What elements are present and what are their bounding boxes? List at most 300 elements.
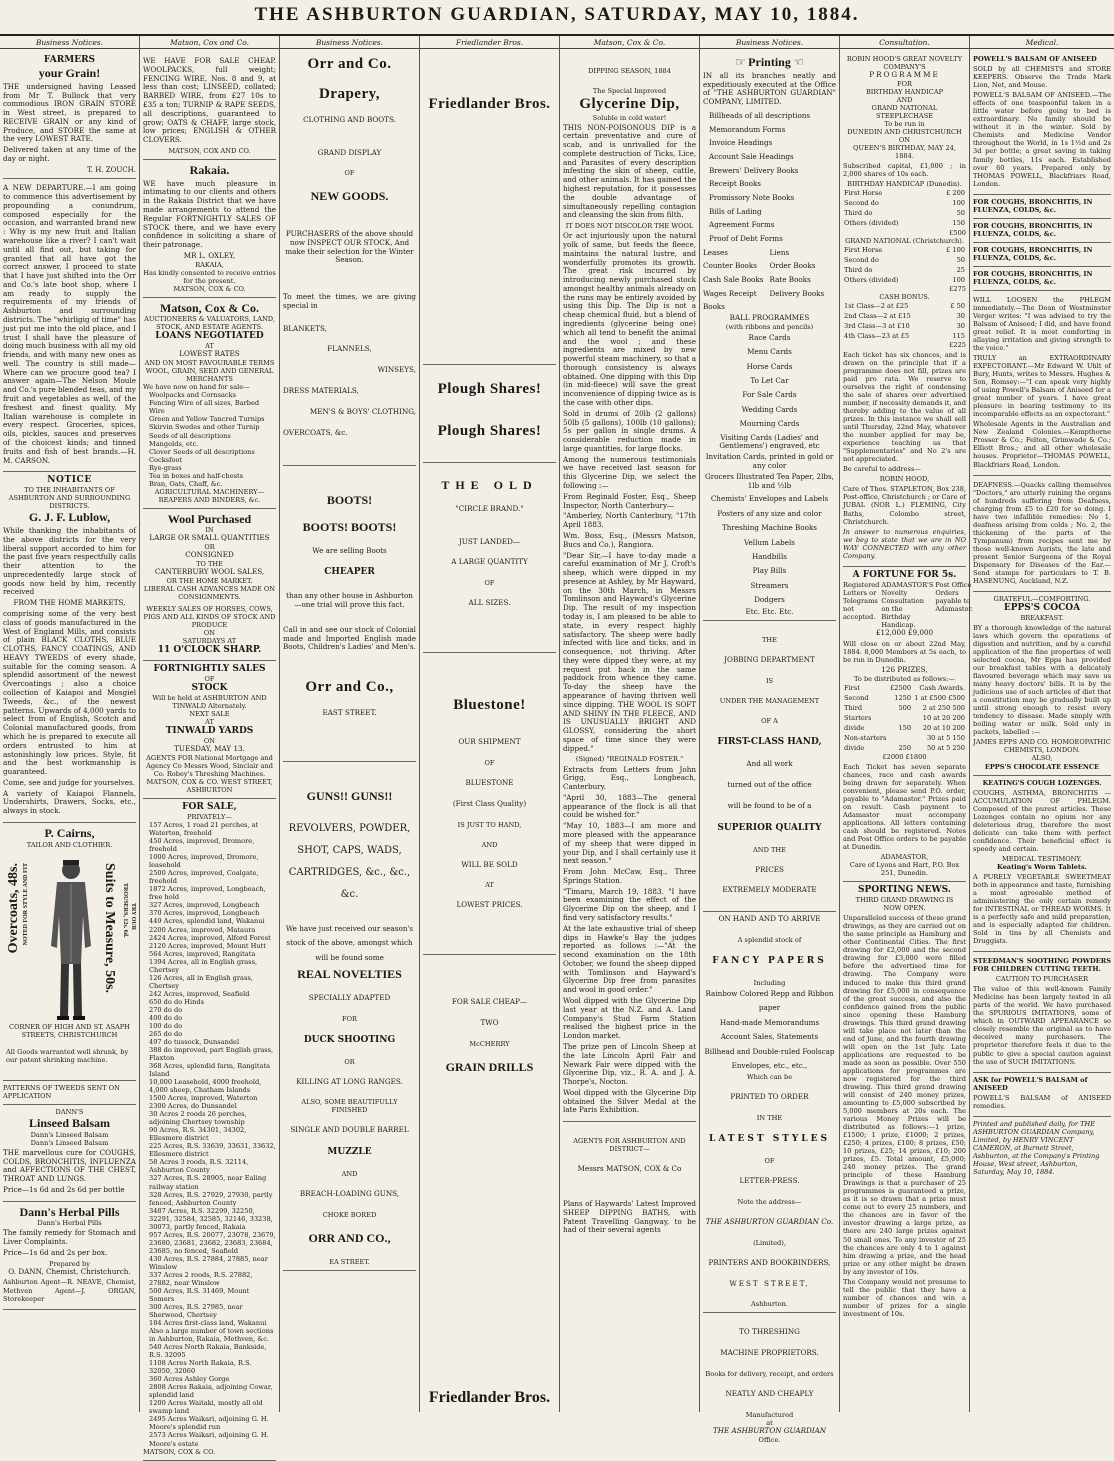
list-item: Race Cards xyxy=(748,332,791,342)
ad-title: BOOTS! xyxy=(326,493,373,508)
table-row xyxy=(843,713,966,723)
ad-body: Will close on or about 22nd May, 1884. 8,000 Members at 5s each, to be run in Dunedin. xyxy=(843,639,966,664)
column-business-notices-1 xyxy=(0,36,140,1412)
ad-line: MEN'S & BOYS' CLOTHING, xyxy=(309,406,416,416)
ad-line: ROBIN HOOD, xyxy=(879,475,930,484)
table-cell xyxy=(889,733,913,743)
printing-ad xyxy=(703,52,836,621)
list-item: Threshing Machine Books xyxy=(722,523,817,533)
ad-heading: NOTICE xyxy=(47,475,92,486)
table-cell: divide xyxy=(844,723,865,732)
ad-body: Plans of Haywards' Latest Improved SHEEP DIPPING BATHS, with Patent Travelling Gangway, to be had of their several agents xyxy=(563,1199,696,1235)
wool-ad xyxy=(143,509,276,661)
sale-item: 449 Acres, splendid land, Wakanui xyxy=(149,917,265,926)
ad-line: QUEEN'S BIRTHDAY, MAY 24, 1884. xyxy=(853,144,956,161)
ad-body: Delivered taken at any time of the day or night. xyxy=(3,145,136,163)
ad-line: Care of Lyons and Hart, P.O. Box 251, Dunedin. xyxy=(849,861,960,878)
ad-line: OF xyxy=(344,169,355,178)
ad-body: TRULY an EXTRAORDINARY EXPECTORANT.—Mr Edward W. Uhlt of Bury, Hunts, writes to Messrs. Hughes & Son, Romsey:—"I can speak very highly of using Powell's Balsam of Aniseed for a great number of years. I have great pleasure in bearing testimony to its incomparable effects as an expectorant." xyxy=(973,354,1111,419)
sale-item: 225 Acres, R.S. 33639, 33631, 33632, Ellesmere district xyxy=(149,1142,276,1159)
ad-title: THE OLD xyxy=(441,478,538,493)
sale-item: 184 Acres first-class land, Wakanui xyxy=(149,1319,267,1328)
ad-line: THE ASHBURTON GUARDIAN xyxy=(712,1425,827,1435)
ad-line: LATEST STYLES xyxy=(708,1134,830,1145)
ad-line: IT DOES NOT DISCOLOR THE WOOL xyxy=(565,222,694,231)
table-cell: 50 at 5 250 xyxy=(926,743,965,752)
ad-line: EXTREMELY MODERATE xyxy=(722,885,817,895)
ad-line: AT xyxy=(205,342,214,351)
ad-title: Glycerine Dip, xyxy=(579,96,680,113)
table-cell: £2500 xyxy=(890,683,912,692)
ad-body: REVOLVERS, POWDER, SHOT, CAPS, WADS, CARTRIDGES, &c., &c., &c. xyxy=(288,822,411,900)
ad-body: COUGHS, ASTHMA, BRONCHITIS — ACCUMULATION OF PHLEGM. Composed of the purest articles. These Lozenges contain no opium nor any deleterious drug, therefore the most delicate can take them with perfect confidence. Their beneficial effect is speedy and certain. xyxy=(973,788,1111,853)
ad-heading: DANN'S xyxy=(55,1108,84,1117)
ad-line: BIRTHDAY HANDICAP xyxy=(865,88,944,97)
list-item: Chemists' Envelopes and Labels xyxy=(710,494,829,504)
sale-item: 430 Acres, R.S. 27884, 27885, near Winslow xyxy=(149,1254,268,1271)
ad-body: PURCHASERS of the above should now INSPECT OUR STOCK, And make their selection for the Winter Season. xyxy=(285,228,414,265)
list-item: To Let Car xyxy=(750,376,789,385)
orr-drapery-ad xyxy=(283,52,416,466)
ad-line: PRIVATELY— xyxy=(187,813,232,822)
list-item: Tea in boxes and half-chests xyxy=(149,471,244,480)
ad-subheading: AUCTIONEERS & VALUATORS, LAND, STOCK, AND ESTATE AGENTS. xyxy=(144,315,275,332)
ad-line: GRAIN DRILLS xyxy=(445,1059,534,1074)
sale-item: 337 Acres 2 roods, R.S. 27882, 27882, near Winslow xyxy=(149,1270,253,1287)
ad-line: Dann's Linseed Balsam xyxy=(30,1130,109,1139)
table-cell: Others (divided) xyxy=(844,275,899,284)
powell-ad xyxy=(973,52,1111,195)
ad-line: ALL SIZES. xyxy=(468,598,511,608)
sale-item: 450 Acres, improved, Dromore, freehold xyxy=(149,837,255,854)
sale-item: 2300 Acres, do Dunsandel xyxy=(149,1102,237,1111)
ad-line: IN THE xyxy=(756,1114,783,1123)
ad-line: FANCY PAPERS xyxy=(712,955,827,966)
table-cell: Non-starters xyxy=(844,733,887,742)
patterns-ad: PATTERNS OF TWEEDS SENT ON APPLICATION xyxy=(3,1081,136,1105)
ad-body: "Timaru, March 19, 1883. "I have been examining the effect of the Glycerine Dip on the sheep, and I find very satisfactory results." xyxy=(563,886,696,922)
ad-title: POWELL'S BALSAM OF ANISEED xyxy=(973,55,1097,64)
ad-body: WE HAVE FOR SALE CHEAP. WOOLPACKS, full weight; FENCING WIRE, Nos. 8 and 9, at less than cost; LINSEED, collated; BARBED WIRE, from £27 10s to £35 a ton; TURNIP & RAPE SEEDS, all descriptions, guaranteed to grow; OATS & CHAFF, large stock, low prices; ENGLISH & OTHER CLOVERS. xyxy=(143,56,276,145)
table-cell: 2nd Class—2 at £15 xyxy=(844,311,911,320)
coughs-ad: FOR COUGHS, BRONCHITIS, IN FLUENZA, COLDS, &c. xyxy=(973,243,1111,267)
ad-body: In answer to numerous enquiries, we beg to state that we are in NO WAY CONNECTED with any other Company. xyxy=(843,527,966,560)
ad-line: SUPERIOR QUALITY xyxy=(717,822,822,833)
ad-line: LOANS NEGOTIATED xyxy=(155,331,264,342)
table-cell: 250 xyxy=(898,743,912,752)
sale-item: 388 do improved, part English grass, Flaxton xyxy=(149,1045,274,1063)
pointing-hand-icon: ☞ xyxy=(735,55,746,70)
ad-vertical-text: Overcoats, 48s. xyxy=(6,862,21,954)
printing-pairs xyxy=(703,246,836,314)
sale-item: 100 do do xyxy=(149,1021,183,1030)
table-cell: 50 xyxy=(956,209,965,218)
sale-item: 270 do do xyxy=(149,1005,183,1014)
table-row xyxy=(843,723,966,733)
circle-brand-ad xyxy=(423,463,556,653)
sale-item: 368 Acres, splendid farm, Rangitata Island xyxy=(149,1062,271,1079)
table-row xyxy=(843,331,966,341)
ad-line: Keating's Worm Tablets. xyxy=(997,862,1087,871)
sale-item: 2120 Acres, improved, Mount Hutt xyxy=(149,941,266,950)
table-cell: Third xyxy=(844,703,863,712)
ad-body: "Dear Sir,—I have to-day made a careful examination of Mr J. Croft's sheep, which were dipped in my presence at Ashley, by Mr Hayward, on the 30th March, in Messrs Tomlinson and Hayward's Glycerine Dip. The result of my inspection today is, I am pleased to be able to state, in every respect highly satisfactory. The sheep were badly infected with lice and ticks, and in consequence, not thriving. After they were dipped they were, at my request put back in the same paddock from whence they came. To-day the sheep have the appearance of having thriven well since dipping. THE WOOL IS SOFT AND SHINY IN THE FLEECE, AND IS UNUSUALLY BRIGHT AND GLOSSY, considering the short space of time since they were dipped." xyxy=(563,550,696,753)
ad-signature: MATSON, COX AND CO. xyxy=(168,146,251,155)
ad-line: THIRD GRAND DRAWING IS xyxy=(855,896,954,905)
table-row xyxy=(843,743,966,753)
ad-line: Which can be xyxy=(746,1073,793,1082)
pointing-hand-icon: ☜ xyxy=(793,55,804,70)
sale-item: 300 Acres, R.S. 27985, near Sherwood, Chertsey xyxy=(149,1302,243,1320)
list-item: Brewers' Delivery Books xyxy=(709,165,799,175)
sale-item: 1200 Acres Waitaki, mostly all old swamp land xyxy=(149,1399,263,1416)
list-item: Billhead and Double-ruled Foolscap xyxy=(704,1046,835,1056)
ad-signature: MATSON, COX & CO. xyxy=(143,1447,216,1456)
list-item: Order Books xyxy=(769,261,816,271)
agents-ad xyxy=(563,1122,696,1241)
ad-body: POWELL'S BALSAM OF ANISEED.—The effects of one teaspoonful taken in a little water before going to bed is extraordinary. No family should be without it in the winter. Sold by Chemists and Medicine Vendor throughout the World, in 1s 1½d and 2s 3d per bottle; a great saving in taking family bottles, 11s each. Established over 60 years. Prepared only by THOMAS POWELL, Blackfriars Road, London. xyxy=(973,91,1111,188)
ad-line: ON xyxy=(203,737,216,746)
ad-line: MUZZLE xyxy=(327,1147,372,1158)
ad-line: LARGE OR SMALL QUANTITIES xyxy=(149,533,270,543)
sale-item: 540 Acres North Rakaia, Bankside, R.S. 32095 xyxy=(149,1343,267,1360)
list-item: Dodgers xyxy=(754,595,785,605)
ad-line: Note the address— xyxy=(737,1198,802,1206)
ad-body: Care of Thos. STAPLETON, Box 238, Post-office, Christchurch ; or Care of JUBAL (NOR L.) FLEMING, City Baths, Colombo street, Christchurch. xyxy=(843,485,966,526)
ad-body: "Amberley, North Canterbury, "17th April 1883. xyxy=(563,511,696,530)
ad-line: Soluble in cold water! xyxy=(592,113,667,122)
ad-line: DIPPING SEASON, 1884 xyxy=(588,67,671,76)
ad-line: JUST LANDED— xyxy=(458,536,521,546)
column-header: Friedlander Bros. xyxy=(420,36,559,49)
list-item: Menu Cards xyxy=(747,347,792,357)
ad-line: TWO xyxy=(480,1018,499,1028)
ad-title: GUNS!! GUNS!! xyxy=(306,789,393,804)
table-row xyxy=(843,198,966,208)
ad-line: "CIRCLE BRAND." xyxy=(455,503,524,513)
list-item: Invoice Headings xyxy=(709,138,773,148)
ad-line: JOBBING DEPARTMENT xyxy=(724,655,815,665)
sale-item: 242 Acres, improved, Seafield xyxy=(149,989,250,998)
list-item: Skirvin Swedes and other Turnip Seeds of all descriptions xyxy=(149,423,260,440)
printing-list xyxy=(703,109,836,246)
sale-item: 370 Acres, improved, Longbeach xyxy=(149,909,260,918)
ad-line: OUR SHIPMENT xyxy=(458,737,521,747)
table-cell: 10 at 20 200 xyxy=(922,713,965,722)
ad-line: EPPS'S CHOCOLATE ESSENCE xyxy=(984,762,1100,771)
sale-item: 30 Acres 2 roods 26 perches, adjoining Chertsey township xyxy=(149,1110,247,1127)
ad-body: To meet the times, we are giving special in xyxy=(283,292,416,310)
ad-line: GRAND DISPLAY xyxy=(317,147,382,157)
table-row xyxy=(843,321,966,331)
ad-subheading: TO THE INHABITANTS OF ASHBURTON AND SURROUNDING DISTRICTS. xyxy=(8,486,131,511)
ad-line: Will be held at ASHBURTON AND TINWALD Alternately. xyxy=(152,694,267,711)
ad-line: Dann's Herbal Pills xyxy=(37,1219,102,1228)
sale-item: 360 Acres Ashley Gorge xyxy=(149,1375,230,1384)
table-row xyxy=(843,265,966,275)
threshing-ad xyxy=(703,1313,836,1447)
ad-line: SATURDAYS AT xyxy=(182,637,237,646)
list-item: Wages Receipt Books xyxy=(703,288,757,312)
ask-powell-ad xyxy=(973,1073,1111,1117)
ad-body: The prize pen of Lincoln Sheep at the late Lincoln April Fair and Newark Fair were dipped with the Glycerine Dip, viz., R. A. and J. A. Thorpe's, Nocton. xyxy=(563,1041,696,1087)
sale-item: 500 Acres, R.S. 31469, Mount Somers xyxy=(149,1286,250,1303)
ad-cell: ADAMASTOR'S Novelty Consultation on the Birthday Handicap. xyxy=(881,580,934,629)
ad-title: Wool Purchased xyxy=(167,511,252,526)
sale-item: 3487 Acres, R.S. 32299, 32250, 32291, 32584, 32585, 32146, 33238, 30073, partly fenced, Rakaia xyxy=(149,1206,273,1231)
ad-line: AT xyxy=(205,718,214,727)
ad-body: Among the numerous testimonials we have received last season for this Glycerine Dip, we select the following :— xyxy=(563,454,696,491)
table-cell: First Horse xyxy=(844,245,883,254)
table-cell: 30 xyxy=(956,311,965,320)
ad-line: IN xyxy=(205,526,214,535)
ad-line: at xyxy=(766,1418,773,1427)
list-item: Counter Books xyxy=(703,261,757,271)
ad-body: At the late exhaustive trial of sheep dips in Hawke's Bay the judges reported as follows :—"At the second examination on the 18th October, we found the sheep dipped with Tomlinson and Hayward's Glycerine Dip free from parasites and wool in good order." xyxy=(563,923,696,995)
ad-title: ASK for POWELL'S BALSAM of ANISEED xyxy=(973,1075,1088,1092)
ad-line: OR THE HOME MARKET. xyxy=(166,576,253,585)
coughs-list xyxy=(973,195,1111,291)
ad-line: OF A xyxy=(761,717,778,726)
ad-line: WOOL, GRAIN, SEED AND GENERAL MERCHANTS xyxy=(145,367,274,384)
carson-ad xyxy=(3,179,136,472)
ad-title: Plough Shares! xyxy=(437,381,542,398)
table-row xyxy=(843,255,966,265)
zouch-ad xyxy=(3,52,136,179)
ad-vertical-text: NOTED FOR STYLE AND FIT xyxy=(23,862,29,946)
ad-body: Be careful to address— xyxy=(843,465,921,474)
ad-line: ORR AND CO., xyxy=(308,1231,391,1246)
ad-line: EAST STREET. xyxy=(322,707,377,717)
ad-title: EPPS'S COCOA xyxy=(1003,602,1081,613)
table-cell: £ 100 xyxy=(946,245,965,254)
ad-line: LETTER-PRESS. xyxy=(739,1176,800,1186)
ad-body: than any other house in Ashburton—one trial will prove this fact. xyxy=(286,591,413,610)
table-cell: First Horse xyxy=(844,189,883,198)
ad-grid xyxy=(843,580,973,629)
deafness-ad xyxy=(973,476,1111,592)
sporting-news-ad xyxy=(843,882,966,1324)
table-cell: Second do xyxy=(844,255,879,264)
table-row xyxy=(843,301,966,311)
cairns-ad xyxy=(3,823,136,1081)
ad-line: BLANKETS, xyxy=(283,323,327,333)
ad-line: ON xyxy=(203,629,216,638)
sale-item: 126 Acres, all in English grass, Chertsey xyxy=(149,973,253,990)
ad-line: AND xyxy=(896,96,913,105)
ad-line: (First Class Quality) xyxy=(452,798,527,808)
table-cell: First xyxy=(844,683,860,692)
ad-line: MEDICAL TESTIMONY. xyxy=(1002,854,1082,863)
ad-line: McCHERRY xyxy=(469,1039,510,1048)
ad-body: "April 30, 1883—The general appearance of the flock is all that could be wished for." xyxy=(563,792,696,820)
ad-body: Ashburton Agent—R. NEAVE, Chemist, Methven Agent—J. ORGAN, Storekeeper xyxy=(3,1278,136,1303)
table-row xyxy=(843,218,966,228)
coughs-ad: FOR COUGHS, BRONCHITIS, IN FLUENZA, COLDS, &c. xyxy=(973,267,1111,291)
ad-body: THE marvellous cure for COUGHS, COLDS, BRONCHITIS, INFLUENZA and AFFECTIONS OF THE CHEST, THROAT AND LUNGS. xyxy=(3,1147,136,1184)
table-cell: £ 50 xyxy=(950,301,965,310)
sale-item: 564 Acres, improved, Rangitata xyxy=(149,949,256,958)
ad-line: CANTERBURY WOOL SALES, xyxy=(154,567,265,577)
list-item: Play Bills xyxy=(752,566,787,576)
table-cell: £ 200 xyxy=(946,189,965,198)
list-item: Rate Books xyxy=(769,274,811,284)
list-item: Envelopes, etc., etc., xyxy=(731,1060,808,1070)
ad-line: NEW GOODS. xyxy=(310,189,389,204)
land-sale-list xyxy=(143,821,276,1447)
for-sale-ad xyxy=(143,799,276,1460)
list-item: Horse Cards xyxy=(746,361,793,371)
list-item: Woolpacks and Cornsacks xyxy=(149,391,236,400)
sale-item: 327 Acres, R.S. 28905, near Ealing railway station xyxy=(149,1174,267,1191)
ad-title: Friedlander Bros. xyxy=(428,96,551,113)
column-matson-cox xyxy=(140,36,280,1456)
column-header: Business Notices. xyxy=(0,36,139,49)
column-header: Medical. xyxy=(970,36,1114,49)
table-cell: Second do xyxy=(844,199,879,208)
ad-title: Printing xyxy=(748,55,791,70)
ad-line: FOR xyxy=(342,1014,357,1023)
printing-list xyxy=(703,492,836,607)
ad-body: SOLD by all CHEMISTS and STORE KEEPERS. Observe the Trade Mark Lion, Net, and Mouse. xyxy=(973,65,1111,90)
ad-title: KEATING'S COUGH LOZENGES. xyxy=(982,778,1102,787)
sale-item: 265 do do xyxy=(149,1029,183,1038)
ad-title: Rakaia. xyxy=(189,162,230,177)
list-item: Bran, Oats, Chaff, &c. xyxy=(149,479,223,488)
ad-line: A LARGE QUANTITY xyxy=(451,557,528,567)
table-title: BIRTHDAY HANDICAP (Dunedin). xyxy=(847,180,962,189)
sale-item: 957 Acres, R.S. 20077, 23078, 23679, 23680, 23681, 23682, 23683, 23684, 23685, no fenced, Seafield xyxy=(149,1230,276,1255)
sale-item: 497 do tussock, Dunsandel xyxy=(149,1037,240,1046)
ad-line: Manufactured xyxy=(745,1410,794,1419)
ad-body: THE undersigned having Leased from Mr T. Bullock that very commodious IRON GRAIN STORE in West street, is prepared to RECEIVE GRAIN or any kind of Produce, and STORE the same at the very LOWEST RATE. xyxy=(3,81,136,144)
ad-vertical-text: Suits to Measure, 50s. xyxy=(102,862,117,994)
ad-line: CAUTION TO PURCHASER xyxy=(995,975,1089,984)
imprint: Printed and published daily, for THE ASHBURTON GUARDIAN Company, Limited, by HENRY VINCENT CAMERON, at Burnett Street, Ashburton, at the Company's Printing House, West street, Ashburton, Saturday, May 10, 1884. xyxy=(973,1119,1100,1176)
ad-line: GRAND NATIONAL STEEPLECHASE xyxy=(871,104,938,121)
ad-line: (with ribbons and pencils) xyxy=(725,322,814,331)
ad-body: STEEDMAN'S SOOTHING POWDERS FOR CHILDREN CUTTING TEETH. xyxy=(973,957,1111,974)
stock-list xyxy=(143,391,276,487)
ad-body: We have just received our season's stock of the above, amongst which will be found some xyxy=(285,923,414,962)
ad-line: AND ON MOST FAVOURABLE TERMS xyxy=(144,359,275,368)
ad-line: OF xyxy=(764,1157,775,1166)
ad-line: WILL BE SOLD xyxy=(461,859,518,869)
table-cell xyxy=(889,713,913,723)
column-consultation xyxy=(840,36,973,1412)
list-item: Handbills xyxy=(752,551,787,561)
ad-line: RAKAIA, xyxy=(195,260,224,269)
table-cell: 30 at 5 150 xyxy=(926,733,965,742)
ad-line: NOW OPEN. xyxy=(883,904,926,913)
ad-line: Including xyxy=(753,978,786,987)
ad-body: Extracts from Letters from John Grigg, Esq., Longbeach, Canterbury. xyxy=(563,764,696,792)
ad-line: To be distributed as follows:— xyxy=(854,674,955,683)
ad-line: REAL NOVELTIES xyxy=(297,967,402,982)
boots-ad xyxy=(283,466,416,762)
column-friedlander xyxy=(420,36,560,1412)
sale-item: 1394 Acres, all in English grass, Chertsey xyxy=(149,957,258,974)
ad-cell: Registered Letters or Telegrams not accepted. xyxy=(843,580,880,621)
coughs-ad: FOR COUGHS, BRONCHITIS, IN FLUENZA, COLDS, &c. xyxy=(973,195,1111,219)
ad-line: To be run in xyxy=(884,120,925,129)
table-cell: Starters xyxy=(844,713,872,722)
ad-body: Invitation Cards, printed in gold or any color xyxy=(705,452,834,470)
ad-body: Wool dipped with the Glycerine Dip last year at the N.Z. and A. Land Company's Stud Farm Station realised the highest price in the London market. xyxy=(563,996,696,1041)
ad-body: A PURELY VEGETABLE SWEETMEAT both in appearance and taste, furnishing a most agreeable method of administering the only certain remedy for INTESTINAL or THREAD WORMS. It is a perfectly safe and mild preparation, and is especially adapted for children. Sold in tins by all Chemists and Druggists. xyxy=(973,872,1111,946)
dann-balsam-ad xyxy=(3,1105,136,1202)
rakaia-ad xyxy=(143,160,276,298)
ad-line: PRINTED TO ORDER xyxy=(730,1092,809,1102)
ad-body: Wm. Boss, Esq., (Messrs Matson, Bucs and Co.), Rangiora. xyxy=(563,530,696,549)
ad-line: BREACH-LOADING GUNS, xyxy=(299,1189,400,1199)
ad-title: Matson, Cox & Co. xyxy=(160,300,259,315)
ad-title-row xyxy=(703,55,836,70)
ad-title: Dann's Herbal Pills xyxy=(19,1204,120,1219)
list-item: Liens xyxy=(769,247,790,257)
ad-line: FLANNELS, xyxy=(327,344,372,354)
ad-line: STOCK xyxy=(191,683,228,694)
table-cell: 500 xyxy=(898,703,912,712)
ad-line: A splendid stock of xyxy=(737,935,802,944)
ad-line: ON HAND AND TO ARRIVE xyxy=(718,914,821,924)
prize-table xyxy=(843,245,966,285)
list-item: Account Sales, Statements xyxy=(720,1032,819,1042)
table-cell: 115 xyxy=(952,331,965,340)
ad-body: "May 10, 1883—I am more and more pleased with the appearance of my sheep that were dipped in your Dip, and I shall certainly use it next season." xyxy=(563,821,696,866)
ad-line: AND xyxy=(481,840,498,849)
ad-title: SPORTING NEWS. xyxy=(858,885,951,896)
ad-line: We are selling Boots xyxy=(312,545,387,555)
ad-body: POWELL'S BALSAM of ANISEED remedies. xyxy=(973,1093,1111,1110)
table-cell: 30 xyxy=(956,321,965,330)
ad-line: FROM THE HOME MARKETS, xyxy=(13,598,126,608)
ad-title: FOR SALE, xyxy=(182,802,237,813)
ad-line: EA STREET. xyxy=(329,1257,370,1266)
ad-line: DRESS MATERIALS, xyxy=(283,385,359,395)
table-cell: 150 xyxy=(898,723,912,732)
ad-line: PRICES xyxy=(755,864,784,874)
ad-title: P. Cairns, xyxy=(44,825,95,840)
ad-body: Come, see and judge for yourselves. xyxy=(3,777,136,787)
sale-item: 2808 Acres Rakaia, adjoining Cowar, splendid land xyxy=(149,1383,273,1400)
ad-body: IN all its branches neatly and expeditiously executed at the Office of "THE ASHBURTON GUARDIAN" COMPANY, LIMITED. xyxy=(703,70,836,107)
ad-line: AGRICULTURAL MACHINERY—REAPERS AND BINDERS, &c. xyxy=(154,487,265,504)
list-item: Vellum Labels xyxy=(743,537,795,547)
ad-title: A FORTUNE FOR 5s. xyxy=(852,569,957,580)
ad-line: FOR xyxy=(897,79,912,88)
table-row xyxy=(843,703,966,713)
list-item: Promissory Note Books xyxy=(709,192,795,202)
table-cell: divide xyxy=(844,743,865,752)
ad-body: A variety of Kaiapoi Flannels, Undershirts, Drawers, Socks, etc., always in stock. xyxy=(3,788,136,816)
ad-line: Books for delivery, receipt, and orders xyxy=(705,1370,834,1378)
ad-line: BREAKFAST. xyxy=(1020,613,1064,622)
table-cell: 1 at £500 £500 xyxy=(914,693,965,702)
ad-body: From John McCaw, Esq., Three Springs Station. xyxy=(563,867,696,885)
tailor-figure-illustration xyxy=(41,856,101,1026)
list-item: For Sale Cards xyxy=(742,390,797,400)
ad-body: comprising some of the very best class of goods manufactured in the West of England Mills, and consists of plain BLACK CLOTHS, BLUE CLOTHS, FANCY COATINGS, AND HEAVY TWEEDS of every shade, suitable for the coming season. A splendid assortment of the newest Overcoatings ; also a choice collection of Kaiapoi and Mosgiel Tweeds, &c., of the newest patterns. Upwards of 4,000 yards to select from of English, Scotch and Colonial manufactured goods, from which he is prepared to execute all orders entrusted to him at astonishingly low prices. Style, fit and the best workmanship is guaranteed. xyxy=(3,609,136,777)
table-cell: Second xyxy=(844,693,869,702)
ad-body: Visiting Cards (Ladies' and Gentlemens') engraved, etc xyxy=(719,432,820,451)
table-cell: 3rd Class—3 at £10 xyxy=(844,321,910,330)
column-header: Matson, Cox & Co. xyxy=(560,36,699,49)
ad-line: LOWEST PRICES. xyxy=(456,900,523,910)
ad-line: OVERCOATS, &c. xyxy=(283,427,348,437)
sale-item: 2500 Acres, improved, Coalgate, freehold xyxy=(149,869,259,886)
ad-signature: T. H. ZOUCH. xyxy=(87,165,136,174)
